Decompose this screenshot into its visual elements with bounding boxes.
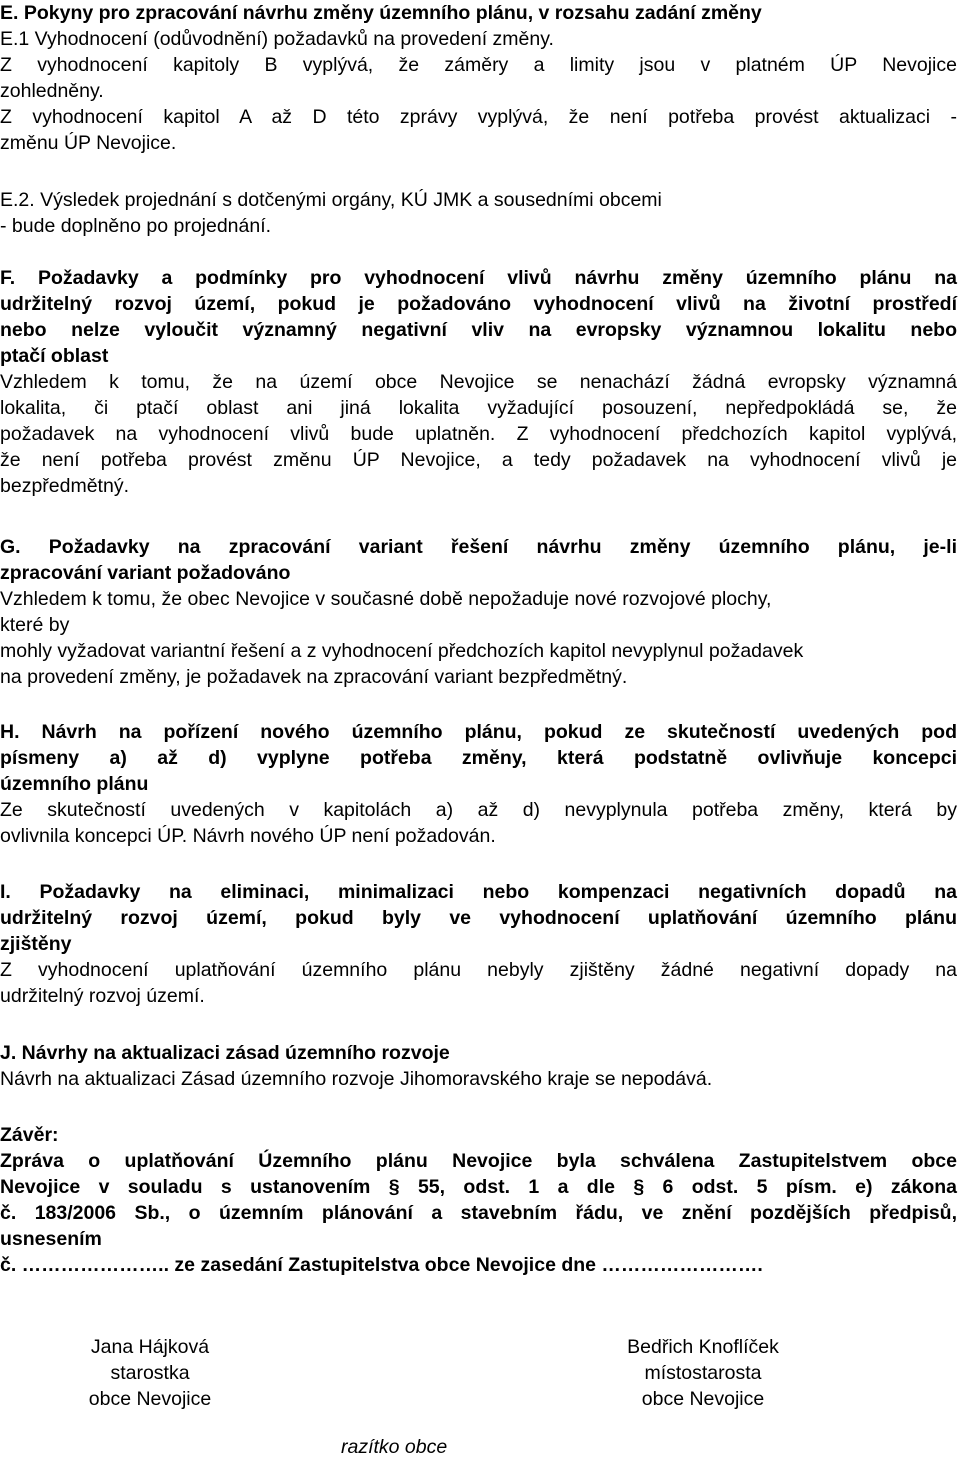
- conclusion-line: č. ………………….. ze zasedání Zastupitelstva obce Nevojice dne …………………….: [0, 1254, 763, 1276]
- section-heading-line: H. Návrh na pořízení nového územního plánu, pokud ze skutečností uvedených pod: [0, 721, 957, 743]
- section-heading-line: G. Požadavky na zpracování variant řešení návrhu změny územního plánu, je-li: [0, 536, 957, 558]
- section-text-line: Vzhledem k tomu, že na území obce Nevojice se nenachází žádná evropsky významná: [0, 371, 957, 393]
- section-e1-title: E.1 Vyhodnocení (odůvodnění) požadavků na provedení změny.: [0, 28, 554, 50]
- section-h: [0, 719, 957, 849]
- section-text-line: požadavek na vyhodnocení vlivů bude uplatněn. Z vyhodnocení předchozích kapitol vyplývá,: [0, 423, 957, 445]
- signatory-role: místostarosta: [644, 1362, 762, 1384]
- section-heading-line: I. Požadavky na eliminaci, minimalizaci nebo kompenzaci negativních dopadů na: [0, 881, 957, 903]
- conclusion-heading: Závěr:: [0, 1124, 59, 1146]
- signatory-org: obce Nevojice: [88, 1388, 212, 1410]
- section-g: [0, 534, 957, 690]
- signatory-role: starostka: [110, 1362, 190, 1384]
- section-heading-line: ptačí oblast: [0, 345, 109, 367]
- conclusion-line: Nevojice v souladu s ustanovením § 55, odst. 1 a dle § 6 odst. 5 písm. e) zákona: [0, 1176, 957, 1198]
- section-text-line: bezpředmětný.: [0, 475, 129, 497]
- signature-right: [592, 1334, 814, 1412]
- conclusion-line: usnesením: [0, 1228, 102, 1250]
- section-j-text: Návrh na aktualizaci Zásad územního rozvoje Jihomoravského kraje se nepodává.: [0, 1068, 713, 1090]
- stamp-placeholder: razítko obce: [341, 1436, 448, 1458]
- section-heading-line: písmeny a) až d) vyplyne potřeba změny, která podstatně ovlivňuje koncepci: [0, 747, 957, 769]
- section-text-line: lokalita, či ptačí oblast ani jiná lokalita vyžadující posouzení, nepředpokládá se, že: [0, 397, 957, 419]
- conclusion: [0, 1122, 957, 1278]
- section-text-line: Z vyhodnocení uplatňování územního plánu nebyly zjištěny žádné negativní dopady na: [0, 959, 957, 981]
- section-e2-text: - bude doplněno po projednání.: [0, 215, 272, 237]
- section-text-line: že není potřeba provést změnu ÚP Nevojice, a tedy požadavek na vyhodnocení vlivů je: [0, 449, 957, 471]
- section-text-line: udržitelný rozvoj území.: [0, 985, 205, 1007]
- section-e-paragraph-1-line: zohledněny.: [0, 80, 104, 102]
- signatory-name: Bedřich Knoflíček: [627, 1336, 779, 1358]
- section-text-line: Ze skutečností uvedených v kapitolách a) až d) nevyplynula potřeba změny, která by: [0, 799, 957, 821]
- section-text-line: které by: [0, 614, 70, 636]
- section-e2-title: E.2. Výsledek projednání s dotčenými orgány, KÚ JMK a sousedními obcemi: [0, 189, 662, 211]
- section-text-line: na provedení změny, je požadavek na zpracování variant bezpředmětný.: [0, 666, 628, 688]
- signatory-name: Jana Hájková: [90, 1336, 210, 1358]
- section-i: [0, 879, 957, 1009]
- section-e: [0, 0, 957, 156]
- section-f: [0, 265, 957, 499]
- section-heading-line: zjištěny: [0, 933, 72, 955]
- section-heading-line: zpracování variant požadováno: [0, 562, 291, 584]
- section-e-paragraph-2-line: změnu ÚP Nevojice.: [0, 132, 177, 154]
- section-e-paragraph-1-line: Z vyhodnocení kapitoly B vyplývá, že záměry a limity jsou v platném ÚP Nevojice: [0, 54, 957, 76]
- signature-left: [40, 1334, 260, 1412]
- section-text-line: ovlivnila koncepci ÚP. Návrh nového ÚP není požadován.: [0, 825, 496, 847]
- section-e-paragraph-2-line: Z vyhodnocení kapitol A až D této zprávy vyplývá, že není potřeba provést aktualizaci -: [0, 106, 957, 128]
- section-heading-line: udržitelný rozvoj území, pokud byly ve vyhodnocení uplatňování územního plánu: [0, 907, 957, 929]
- section-heading-line: nebo nelze vyloučit významný negativní vliv na evropsky významnou lokalitu nebo: [0, 319, 957, 341]
- section-e2: [0, 187, 957, 239]
- conclusion-line: č. 183/2006 Sb., o územním plánování a stavebním řádu, ve znění pozdějších předpisů,: [0, 1202, 957, 1224]
- section-heading-line: územního plánu: [0, 773, 149, 795]
- section-e-heading: E. Pokyny pro zpracování návrhu změny územního plánu, v rozsahu zadání změny: [0, 2, 762, 24]
- section-text-line: Vzhledem k tomu, že obec Nevojice v současné době nepožaduje nové rozvojové plochy,: [0, 588, 772, 610]
- section-j-heading: J. Návrhy na aktualizaci zásad územního rozvoje: [0, 1042, 450, 1064]
- section-j: [0, 1040, 957, 1092]
- section-heading-line: udržitelný rozvoj území, pokud je požadováno vyhodnocení vlivů na životní prostředí: [0, 293, 957, 315]
- section-heading-line: F. Požadavky a podmínky pro vyhodnocení vlivů návrhu změny územního plánu na: [0, 267, 957, 289]
- signatory-org: obce Nevojice: [641, 1388, 765, 1410]
- section-text-line: mohly vyžadovat variantní řešení a z vyhodnocení předchozích kapitol nevyplynul požadavek: [0, 640, 804, 662]
- conclusion-line: Zpráva o uplatňování Územního plánu Nevojice byla schválena Zastupitelstvem obce: [0, 1150, 957, 1172]
